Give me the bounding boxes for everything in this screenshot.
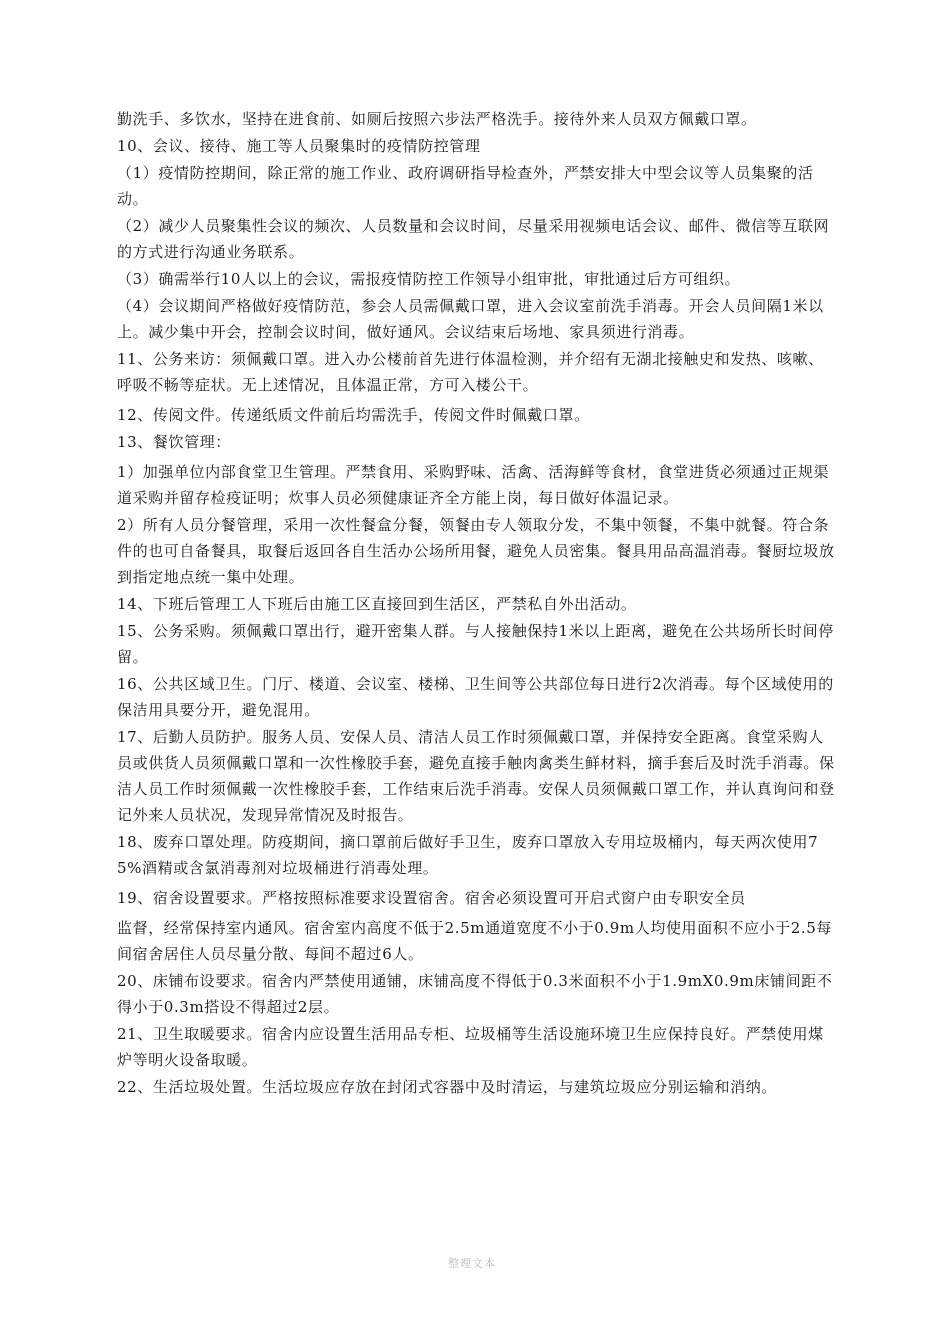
paragraph-17: 17、后勤人员防护。服务人员、安保人员、清洁人员工作时须佩戴口罩，并保持安全距离。食堂采购人员或供货人员须佩戴口罩和一次性橡胶手套，避免直接手触肉禽类生鲜材料，摘手套后及时洗手消毒。保洁人员工作时须佩戴一次性橡胶手套，工作结束后洗手消毒。安保人员须佩戴口罩工作，并认真询问和登记外来人员状况，发现异常情况及时报告。 <box>117 728 835 824</box>
paragraph-21: 21、卫生取暖要求。宿舍内应设置生活用品专柜、垃圾桶等生活设施环境卫生应保持良好。严禁使用煤炉等明火设备取暖。 <box>117 1025 824 1069</box>
document-body <box>117 106 837 1101</box>
paragraph-10-2: （2）减少人员聚集性会议的频次、人员数量和会议时间，尽量采用视频电话会议、邮件、微信等互联网的方式进行沟通业务联系。 <box>117 217 830 261</box>
footer-watermark-text: 整理文本 <box>448 1257 496 1270</box>
paragraph-11: 11、公务来访：须佩戴口罩。进入办公楼前首先进行体温检测，并介绍有无湖北接触史和发热、咳嗽、呼吸不畅等症状。无上述情况，且体温正常，方可入楼公干。 <box>117 350 824 394</box>
paragraph-18: 18、废弃口罩处理。防疫期间，摘口罩前后做好手卫生，废弃口罩放入专用垃圾桶内，每天两次使用75%酒精或含氯消毒剂对垃圾桶进行消毒处理。 <box>117 833 819 877</box>
paragraph-22: 22、生活垃圾处置。生活垃圾应存放在封闭式容器中及时清运，与建筑垃圾应分别运输和消纳。 <box>117 1078 777 1096</box>
paragraph-12: 12、传阅文件。传递纸质文件前后均需洗手，传阅文件时佩戴口罩。 <box>117 406 590 424</box>
paragraph-13-1: 1）加强单位内部食堂卫生管理。严禁食用、采购野味、活禽、活海鲜等食材，食堂进货必须通过正规渠道采购并留存检疫证明；炊事人员必须健康证齐全方能上岗，每日做好体温记录。 <box>117 463 830 507</box>
section-13-heading: 13、餐饮管理： <box>117 433 231 451</box>
paragraph-19: 19、宿舍设置要求。严格按照标准要求设置宿舍。宿舍必须设置可开启式窗户由专职安全员 <box>117 889 746 907</box>
paragraph-20: 20、床铺布设要求。宿舍内严禁使用通铺，床铺高度不得低于0.3米面积不小于1.9mX0.9m床铺间距不得小于0.3m搭设不得超过2层。 <box>117 972 833 1016</box>
paragraph-hygiene: 勤洗手、多饮水，坚持在进食前、如厕后按照六步法严格洗手。接待外来人员双方佩戴口罩。 <box>117 110 757 128</box>
paragraph-19-continued: 监督，经常保持室内通风。宿舍室内高度不低于2.5m通道宽度不小于0.9m人均使用面积不应小于2.5每间宿舍居住人员尽量分散、每间不超过6人。 <box>117 919 833 963</box>
paragraph-15: 15、公务采购。须佩戴口罩出行，避开密集人群。与人接触保持1米以上距离，避免在公共场所长时间停留。 <box>117 622 834 666</box>
paragraph-10-4: （4）会议期间严格做好疫情防范，参会人员需佩戴口罩，进入会议室前洗手消毒。开会人员间隔1米以上。减少集中开会，控制会议时间，做好通风。会议结束后场地、家具须进行消毒。 <box>117 297 824 341</box>
paragraph-10-3: （3）确需举行10人以上的会议，需报疫情防控工作领导小组审批，审批通过后方可组织。 <box>117 270 741 288</box>
paragraph-13-2: 2）所有人员分餐管理，采用一次性餐盒分餐，领餐由专人领取分发，不集中领餐，不集中就餐。符合条件的也可自备餐具，取餐后返回各自生活办公场所用餐，避免人员密集。餐具用品高温消毒。餐厨垃圾放到指定地点统一集中处理。 <box>117 516 835 586</box>
paragraph-10-1: （1）疫情防控期间，除正常的施工作业、政府调研指导检查外，严禁安排大中型会议等人员集聚的活动。 <box>117 164 814 208</box>
paragraph-16: 16、公共区域卫生。门厅、楼道、会议室、楼梯、卫生间等公共部位每日进行2次消毒。每个区域使用的保洁用具要分开，避免混用。 <box>117 675 834 719</box>
paragraph-14: 14、下班后管理工人下班后由施工区直接回到生活区，严禁私自外出活动。 <box>117 595 637 613</box>
section-10-heading: 10、会议、接待、施工等人员聚集时的疫情防控管理 <box>117 137 481 155</box>
